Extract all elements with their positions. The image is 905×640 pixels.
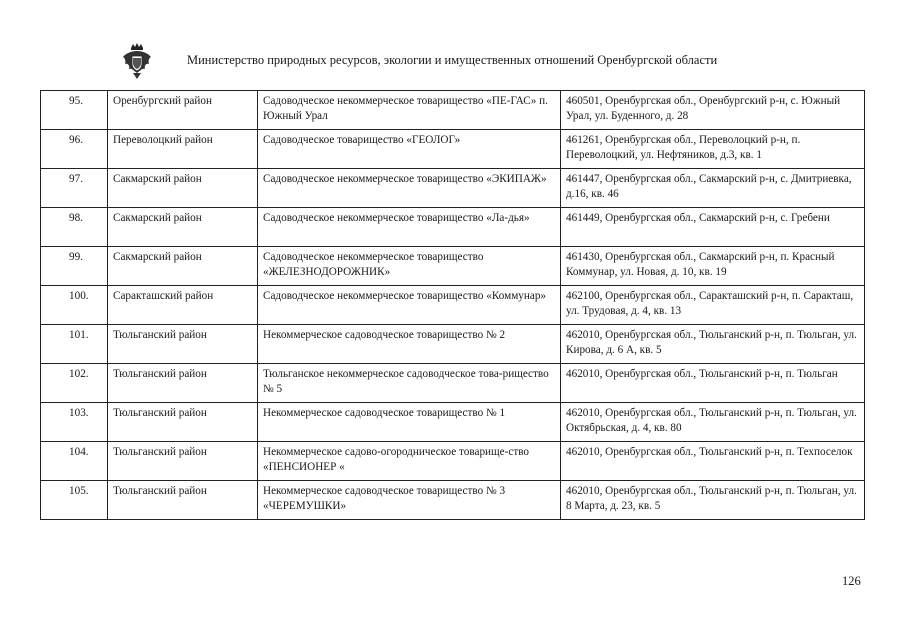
table-body bbox=[41, 91, 865, 520]
organization-name-cell: Садоводческое некоммерческое товарищество «Ла-дья» bbox=[258, 208, 561, 247]
organization-name-cell: Садоводческое некоммерческое товарищество «ЭКИПАЖ» bbox=[258, 169, 561, 208]
row-number: 100. bbox=[41, 286, 108, 325]
row-number: 98. bbox=[41, 208, 108, 247]
district-cell: Саракташский район bbox=[108, 286, 258, 325]
table-row bbox=[41, 91, 865, 130]
row-number: 104. bbox=[41, 442, 108, 481]
row-number: 103. bbox=[41, 403, 108, 442]
table-row bbox=[41, 286, 865, 325]
row-number: 97. bbox=[41, 169, 108, 208]
row-number: 99. bbox=[41, 247, 108, 286]
organization-name-cell: Некоммерческое садоводческое товарищество № 2 bbox=[258, 325, 561, 364]
table-row bbox=[41, 403, 865, 442]
row-number: 96. bbox=[41, 130, 108, 169]
address-cell: 462100, Оренбургская обл., Саракташский р-н, п. Саракташ, ул. Трудовая, д. 4, кв. 13 bbox=[561, 286, 865, 325]
organization-name-cell: Некоммерческое садоводческое товарищество № 1 bbox=[258, 403, 561, 442]
district-cell: Переволоцкий район bbox=[108, 130, 258, 169]
table-row bbox=[41, 208, 865, 247]
district-cell: Тюльганский район bbox=[108, 442, 258, 481]
district-cell: Сакмарский район bbox=[108, 247, 258, 286]
district-cell: Тюльганский район bbox=[108, 481, 258, 520]
page-number: 126 bbox=[842, 574, 861, 588]
address-cell: 460501, Оренбургская обл., Оренбургский р-н, с. Южный Урал, ул. Буденного, д. 28 bbox=[561, 91, 865, 130]
organization-name-cell: Некоммерческое садово-огородническое товарище-ство «ПЕНСИОНЕР « bbox=[258, 442, 561, 481]
address-cell: 461430, Оренбургская обл., Сакмарский р-н, п. Красный Коммунар, ул. Новая, д. 10, кв. 19 bbox=[561, 247, 865, 286]
row-number: 101. bbox=[41, 325, 108, 364]
row-number: 95. bbox=[41, 91, 108, 130]
address-cell: 462010, Оренбургская обл., Тюльганский р-н, п. Техпоселок bbox=[561, 442, 865, 481]
address-cell: 462010, Оренбургская обл., Тюльганский р-н, п. Тюльган, ул. Кирова, д. 6 А, кв. 5 bbox=[561, 325, 865, 364]
table-row bbox=[41, 130, 865, 169]
coat-of-arms-icon bbox=[122, 42, 152, 80]
organization-name-cell: Садоводческое некоммерческое товарищество «ПЕ-ГАС» п. Южный Урал bbox=[258, 91, 561, 130]
address-cell: 461449, Оренбургская обл., Сакмарский р-н, с. Гребени bbox=[561, 208, 865, 247]
row-number: 105. bbox=[41, 481, 108, 520]
organizations-table bbox=[40, 90, 865, 520]
row-number: 102. bbox=[41, 364, 108, 403]
ministry-title: Министерство природных ресурсов, экологии и имущественных отношений Оренбургской области bbox=[187, 53, 718, 67]
organization-name-cell: Тюльганское некоммерческое садоводческое това-рищество № 5 bbox=[258, 364, 561, 403]
table-row bbox=[41, 481, 865, 520]
address-cell: 461447, Оренбургская обл., Сакмарский р-н, с. Дмитриевка, д.16, кв. 46 bbox=[561, 169, 865, 208]
district-cell: Тюльганский район bbox=[108, 364, 258, 403]
address-cell: 462010, Оренбургская обл., Тюльганский р-н, п. Тюльган, ул. 8 Марта, д. 23, кв. 5 bbox=[561, 481, 865, 520]
table-row bbox=[41, 364, 865, 403]
organization-name-cell: Садоводческое некоммерческое товарищество «ЖЕЛЕЗНОДОРОЖНИК» bbox=[258, 247, 561, 286]
organization-name-cell: Садоводческое товарищество «ГЕОЛОГ» bbox=[258, 130, 561, 169]
organization-name-cell: Садоводческое некоммерческое товарищество «Коммунар» bbox=[258, 286, 561, 325]
district-cell: Оренбургский район bbox=[108, 91, 258, 130]
table-row bbox=[41, 325, 865, 364]
district-cell: Сакмарский район bbox=[108, 208, 258, 247]
organization-name-cell: Некоммерческое садоводческое товарищество № 3 «ЧЕРЕМУШКИ» bbox=[258, 481, 561, 520]
address-cell: 461261, Оренбургская обл., Переволоцкий р-н, п. Переволоцкий, ул. Нефтяников, д.3, кв. 1 bbox=[561, 130, 865, 169]
address-cell: 462010, Оренбургская обл., Тюльганский р-н, п. Тюльган, ул. Октябрьская, д. 4, кв. 80 bbox=[561, 403, 865, 442]
district-cell: Тюльганский район bbox=[108, 325, 258, 364]
table-row bbox=[41, 169, 865, 208]
table-row bbox=[41, 442, 865, 481]
district-cell: Тюльганский район bbox=[108, 403, 258, 442]
table-row bbox=[41, 247, 865, 286]
district-cell: Сакмарский район bbox=[108, 169, 258, 208]
address-cell: 462010, Оренбургская обл., Тюльганский р-н, п. Тюльган bbox=[561, 364, 865, 403]
